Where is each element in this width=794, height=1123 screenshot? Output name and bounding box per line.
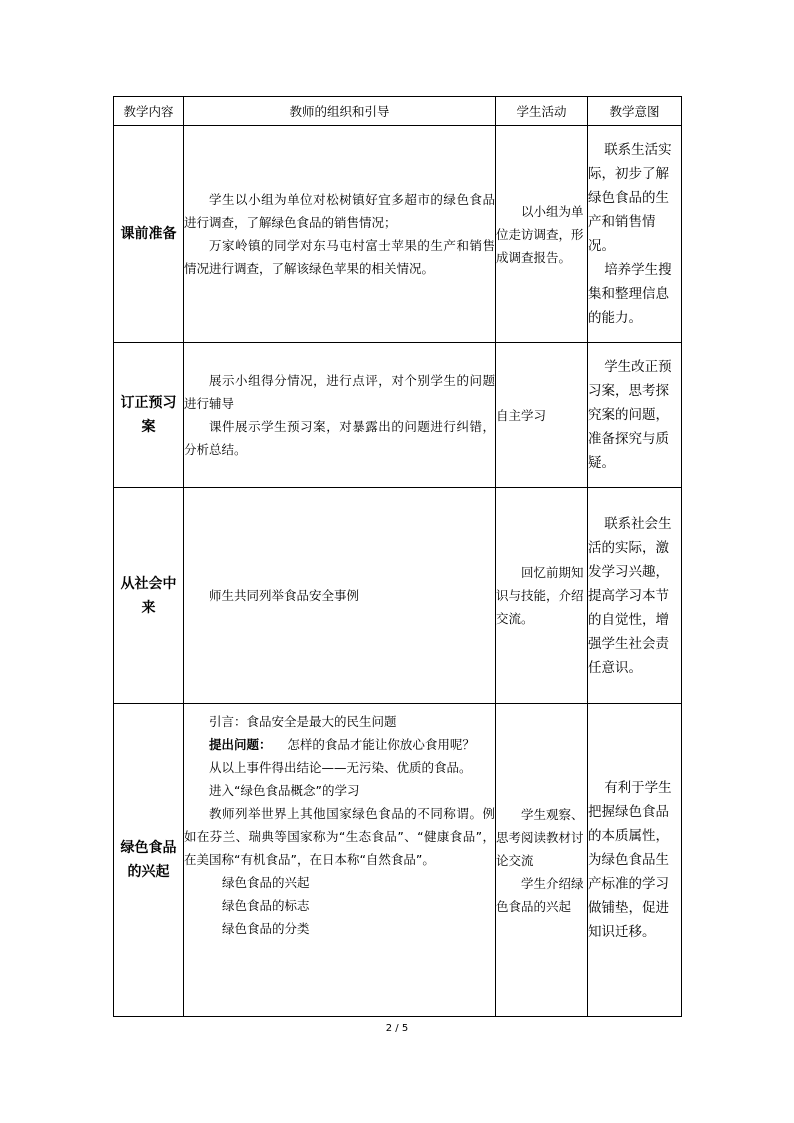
table-row — [114, 488, 682, 704]
lesson-plan-table — [113, 96, 682, 1017]
section-title: 课前准备 — [114, 126, 184, 343]
student-text: 自主学习 — [496, 407, 547, 423]
student-cell — [496, 704, 588, 1017]
teacher-text: 师生共同列举食品安全事例 — [209, 588, 360, 603]
header-student: 学生活动 — [496, 97, 588, 126]
intent-text: 联系社会生活的实际，激发学习兴趣，提高学习本节的自觉性，增强学生社会责任意识。 — [588, 515, 672, 676]
teacher-text: 万家岭镇的同学对东马屯村富士苹果的生产和销售情况进行调查，了解该绿色苹果的相关情况。 — [184, 238, 495, 276]
header-teacher: 教师的组织和引导 — [184, 97, 496, 126]
student-text: 学生观察、思考阅读教材讨论交流 — [496, 806, 584, 868]
teacher-text: 从以上事件得出结论——无污染、优质的食品。 — [209, 760, 472, 775]
teacher-text: 展示小组得分情况，进行点评，对个别学生的问题进行辅导 — [184, 373, 495, 411]
teacher-text: 进入“绿色食品概念”的学习 — [209, 783, 360, 798]
intent-text: 有利于学生把握绿色食品的本质属性，为绿色食品生产标准的学习做铺垫，促进知识迁移。 — [588, 780, 672, 940]
intent-text: 培养学生搜集和整理信息的能力。 — [588, 262, 672, 326]
table-row — [114, 704, 682, 1017]
teacher-cell — [184, 488, 496, 704]
table-row — [114, 126, 682, 343]
header-content: 教学内容 — [114, 97, 184, 126]
intent-cell — [588, 488, 682, 704]
intent-text: 学生改正预习案，思考探究案的问题，准备探究与质疑。 — [588, 359, 672, 471]
student-text: 学生介绍绿色食品的兴起 — [496, 875, 584, 914]
student-text: 以小组为单位走访调查，形成调查报告。 — [496, 203, 584, 265]
table-row — [114, 343, 682, 488]
teacher-intro — [184, 710, 495, 733]
section-title: 绿色食品的兴起 — [114, 704, 184, 1017]
intro-text: 引言：食品安全是最大的民生问题 — [209, 714, 397, 729]
intent-text: 联系生活实际，初步了解绿色食品的生产和销售情况。 — [588, 142, 672, 254]
intent-cell — [588, 343, 682, 488]
teacher-cell — [184, 126, 496, 343]
table-header-row — [114, 97, 682, 126]
topic-item: 绿色食品的标志 — [222, 898, 310, 913]
section-title: 订正预习案 — [114, 343, 184, 488]
teacher-cell — [184, 343, 496, 488]
teacher-text: 教师列举世界上其他国家绿色食品的不同称谓。例如在芬兰、瑞典等国家称为“生态食品”、“健康食品”，在美国称“有机食品”，在日本称“自然食品”。 — [184, 806, 495, 867]
teacher-cell — [184, 704, 496, 1017]
intent-cell — [588, 704, 682, 1017]
question-text: 怎样的食品才能让你放心食用呢？ — [287, 737, 475, 752]
question-label: 提出问题： — [209, 737, 272, 752]
intent-cell — [588, 126, 682, 343]
teacher-text: 学生以小组为单位对松树镇好宜多超市的绿色食品进行调查，了解绿色食品的销售情况； — [184, 192, 495, 230]
header-intent: 教学意图 — [588, 97, 682, 126]
page-number: 2 / 5 — [385, 1023, 409, 1034]
student-text: 回忆前期知识与技能，介绍交流。 — [496, 565, 584, 626]
section-title: 从社会中来 — [114, 488, 184, 704]
teacher-text: 课件展示学生预习案，对暴露出的问题进行纠错，分析总结。 — [184, 419, 495, 457]
student-cell — [496, 126, 588, 343]
student-cell — [496, 488, 588, 704]
topic-item: 绿色食品的分类 — [222, 921, 310, 936]
topic-item: 绿色食品的兴起 — [222, 875, 310, 890]
student-cell — [496, 343, 588, 488]
teacher-question — [184, 733, 495, 756]
